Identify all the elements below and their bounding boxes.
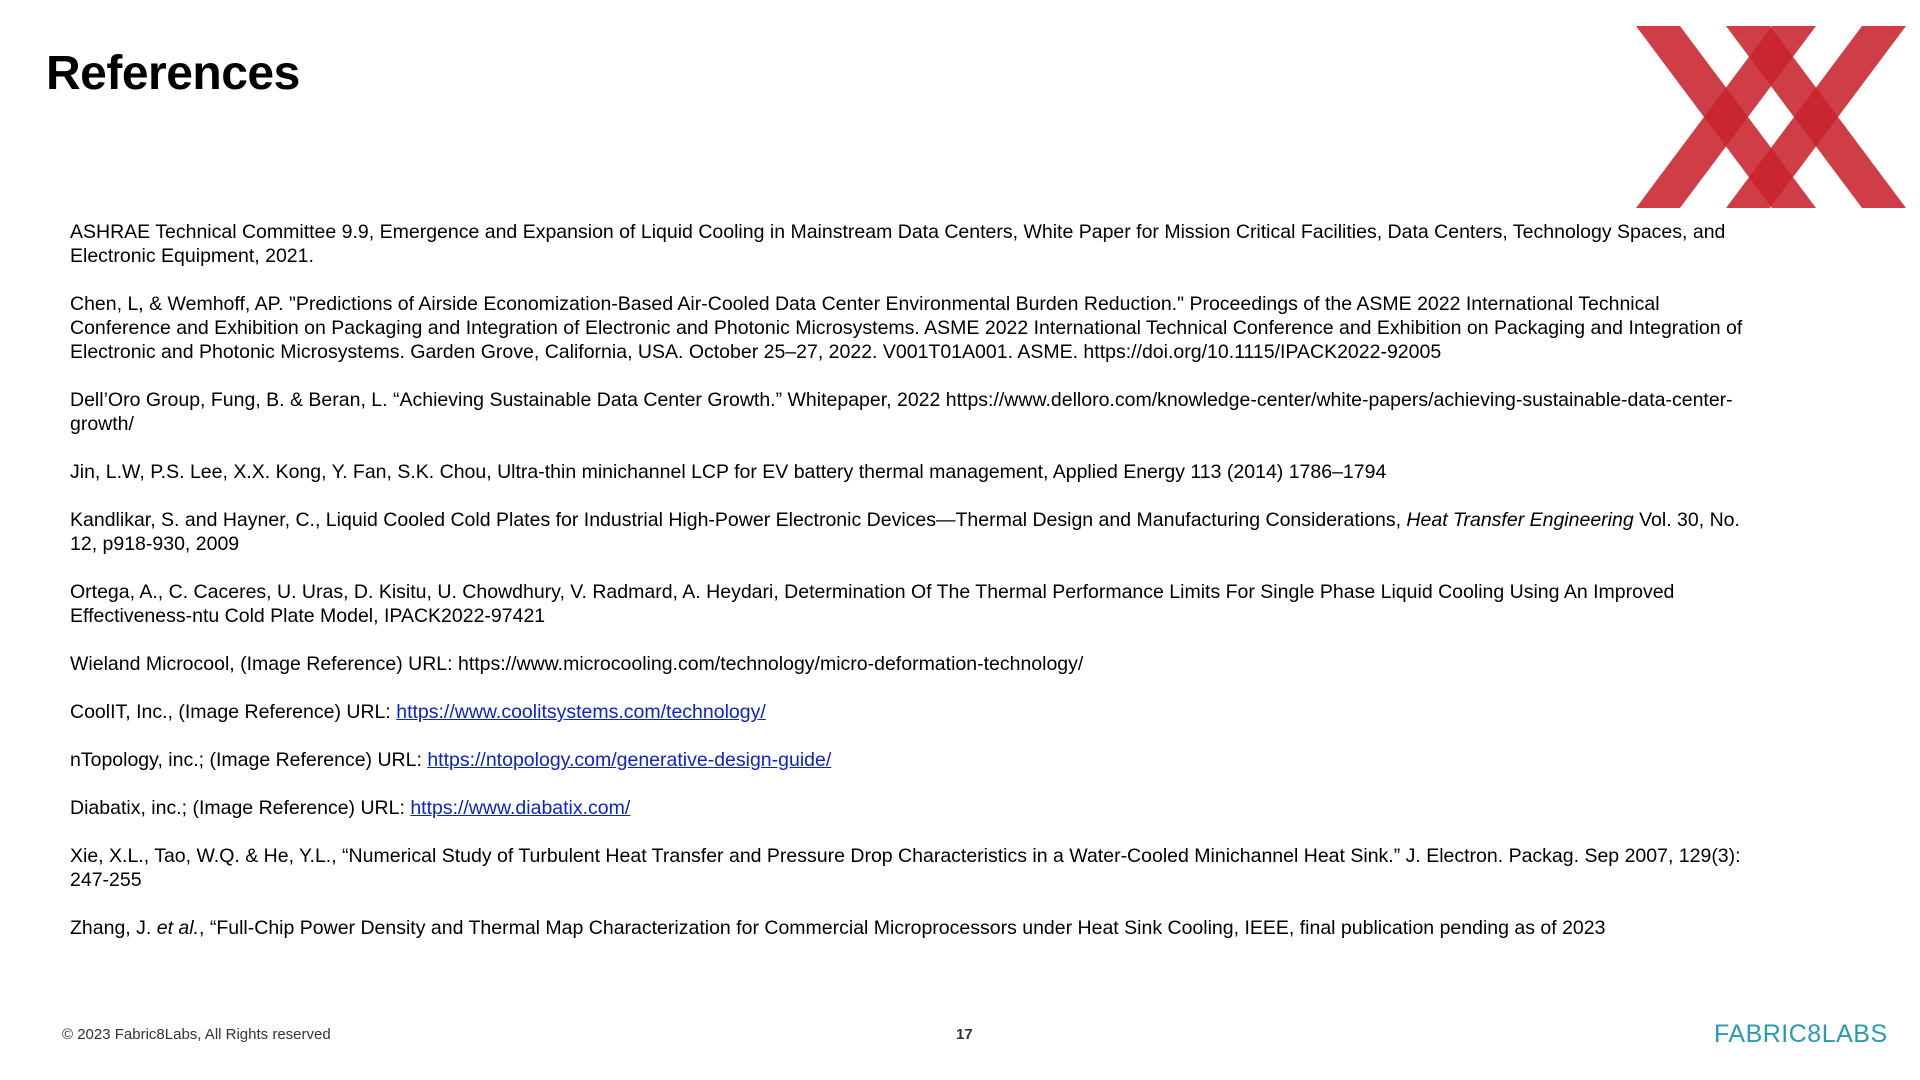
journal-name: Heat Transfer Engineering [1406,509,1634,531]
et-al: et al. [156,917,199,939]
reference-text: Zhang, J. [70,917,157,939]
reference-text: Diabatix, inc.; (Image Reference) URL: [70,797,411,819]
reference-text: Xie, X.L., Tao, W.Q. & He, Y.L., “Numerical Study of Turbulent Heat Transfer and Pressure Drop Characteristics in a Water-Cooled Minichannel Heat Sink.” J. Electron. Packag. Sep 2007, 129(3): 247-255 [70,845,1741,891]
reference-item [70,652,1750,676]
page-title: References [46,47,300,100]
reference-item [70,700,1750,724]
fabric8labs-logo: FABRIC8LABS [1714,1020,1888,1048]
reference-item [70,388,1750,436]
reference-text: Dell’Oro Group, Fung, B. & Beran, L. “Achieving Sustainable Data Center Growth.” Whitepaper, 2022 https://www.delloro.com/knowledge-center/white-papers/achieving-sustainable-data-center-growth/ [70,389,1733,435]
page-number: 17 [956,1026,973,1043]
reference-item [70,580,1750,628]
xx-logo-icon [1636,26,1906,208]
reference-item [70,508,1750,556]
reference-text: Wieland Microcool, (Image Reference) URL: https://www.microcooling.com/technology/micro-deformation-technology/ [70,653,1084,675]
diabatix-link[interactable]: https://www.diabatix.com/ [410,797,631,819]
reference-item [70,748,1750,772]
references-list [70,220,1750,964]
reference-text: CoolIT, Inc., (Image Reference) URL: [70,701,397,723]
reference-text: , “Full-Chip Power Density and Thermal Map Characterization for Commercial Microprocessors under Heat Sink Cooling, IEEE, final publication pending as of 2023 [199,917,1606,939]
copyright-text: © 2023 Fabric8Labs, All Rights reserved [62,1026,331,1043]
reference-text: nTopology, inc.; (Image Reference) URL: [70,749,428,771]
reference-text: Ortega, A., C. Caceres, U. Uras, D. Kisitu, U. Chowdhury, V. Radmard, A. Heydari, Determination Of The Thermal Performance Limits For Single Phase Liquid Cooling Using An Improved Effectiveness-ntu Cold Plate Model, IPACK2022-97421 [70,581,1675,627]
reference-text: Vol. 30, No. 12, p918-930, 2009 [70,509,1740,555]
ntopology-link[interactable]: https://ntopology.com/generative-design-guide/ [427,749,832,771]
reference-text: Jin, L.W, P.S. Lee, X.X. Kong, Y. Fan, S.K. Chou, Ultra-thin minichannel LCP for EV battery thermal management, Applied Energy 113 (2014) 1786–1794 [70,461,1387,483]
reference-item [70,916,1750,940]
reference-item [70,220,1750,268]
reference-text: ASHRAE Technical Committee 9.9, Emergence and Expansion of Liquid Cooling in Mainstream Data Centers, White Paper for Mission Critical Facilities, Data Centers, Technology Spaces, and Electronic Equipment, 2021. [70,221,1726,267]
reference-item [70,844,1750,892]
reference-item [70,292,1750,364]
reference-text: Chen, L, & Wemhoff, AP. "Predictions of Airside Economization-Based Air-Cooled Data Center Environmental Burden Reduction." Proceedings of the ASME 2022 International Technical Conference and Exhibition on Packaging and Integration of Electronic and Photonic Microsystems. ASME 2022 International Technical Conference and Exhibition on Packaging and Integration of Electronic and Photonic Microsystems. Garden Grove, California, USA. October 25–27, 2022. V001T01A001. ASME. https://doi.org/10.1115/IPACK2022-92005 [70,293,1743,363]
coolit-link[interactable]: https://www.coolitsystems.com/technology/ [396,701,766,723]
reference-item [70,796,1750,820]
reference-text: Kandlikar, S. and Hayner, C., Liquid Cooled Cold Plates for Industrial High-Power Electronic Devices—Thermal Design and Manufacturing Considerations, [70,509,1407,531]
reference-item [70,460,1750,484]
